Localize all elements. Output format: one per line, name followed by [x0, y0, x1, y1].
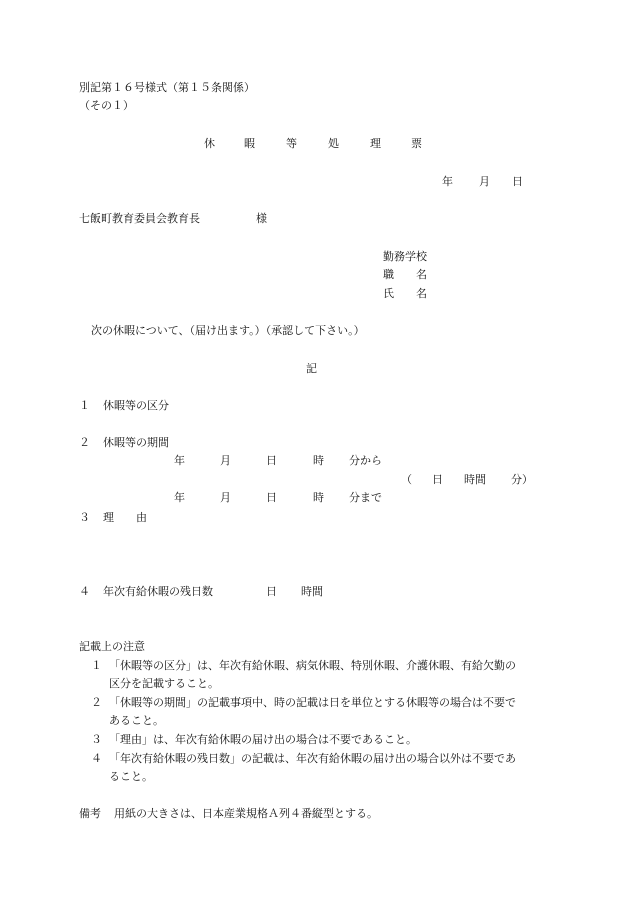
note-line: ること。: [109, 770, 153, 783]
applicant-school-label: 勤務学校: [383, 250, 427, 263]
title-char: 処: [328, 137, 339, 150]
date-month: 月: [479, 175, 490, 188]
title-char: 暇: [244, 137, 255, 150]
item3-label: 理 由: [103, 511, 147, 524]
note-line: あること。: [109, 714, 164, 727]
remark-label: 備考: [79, 807, 101, 820]
duration-day: 日: [432, 473, 443, 486]
item4-number: ４: [79, 585, 90, 598]
note-line: 「休暇等の区分」は、年次有給休暇、病気休暇、特別休暇、介護休暇、有給欠勤の: [109, 659, 516, 672]
from-month: 月: [220, 454, 231, 467]
applicant-position-label: 職 名: [383, 268, 427, 281]
item4-day: 日: [266, 585, 277, 598]
document-title: [0, 137, 630, 151]
to-hour: 時: [313, 491, 324, 504]
ki-heading: 記: [306, 362, 317, 375]
title-char: 休: [204, 137, 215, 150]
title-char: 理: [370, 137, 381, 150]
form-sub: （その１）: [79, 99, 134, 112]
item4-hours: 時間: [301, 585, 323, 598]
from-hour: 時: [313, 454, 324, 467]
addressee-name: 七飯町教育委員会教育長: [79, 212, 200, 225]
note-line: 「年次有給休暇の残日数」の記載は、年次有給休暇の届け出の場合以外は不要であ: [109, 752, 516, 765]
duration-minutes: 分）: [511, 473, 533, 486]
item1-number: １: [79, 399, 90, 412]
item4-label: 年次有給休暇の残日数: [103, 585, 213, 598]
date-year: 年: [442, 175, 453, 188]
date-day: 日: [512, 175, 523, 188]
to-minute: 分まで: [349, 491, 382, 504]
note-line: 区分を記載すること。: [109, 677, 219, 690]
title-char: 票: [411, 137, 422, 150]
item2-label: 休暇等の期間: [103, 436, 169, 449]
from-day: 日: [266, 454, 277, 467]
to-year: 年: [174, 491, 185, 504]
to-month: 月: [220, 491, 231, 504]
note-line: 「休暇等の期間」の記載事項中、時の記載は日を単位とする休暇等の場合は不要で: [109, 696, 516, 709]
item3-number: ３: [79, 511, 90, 524]
item1-label: 休暇等の区分: [103, 399, 169, 412]
from-year: 年: [174, 454, 185, 467]
note-number: ２: [91, 696, 102, 709]
from-minute: 分から: [349, 454, 382, 467]
to-day: 日: [266, 491, 277, 504]
title-char: 等: [286, 137, 297, 150]
note-number: ３: [91, 733, 102, 746]
item2-number: ２: [79, 436, 90, 449]
note-line: 「理由」は、年次有給休暇の届け出の場合は不要であること。: [109, 733, 417, 746]
addressee-honorific: 様: [256, 212, 267, 225]
applicant-name-label: 氏 名: [383, 287, 427, 300]
note-number: １: [91, 659, 102, 672]
intro-text: 次の休暇について、（届け出ます。）（承認して下さい。）: [91, 324, 365, 337]
remark-text: 用紙の大きさは、日本産業規格Ａ列４番縦型とする。: [114, 807, 378, 820]
note-number: ４: [91, 752, 102, 765]
duration-hours: 時間: [464, 473, 486, 486]
duration-open: （: [401, 473, 412, 486]
notes-heading: 記載上の注意: [79, 640, 145, 653]
form-number: 別記第１６号様式（第１５条関係）: [79, 81, 255, 94]
